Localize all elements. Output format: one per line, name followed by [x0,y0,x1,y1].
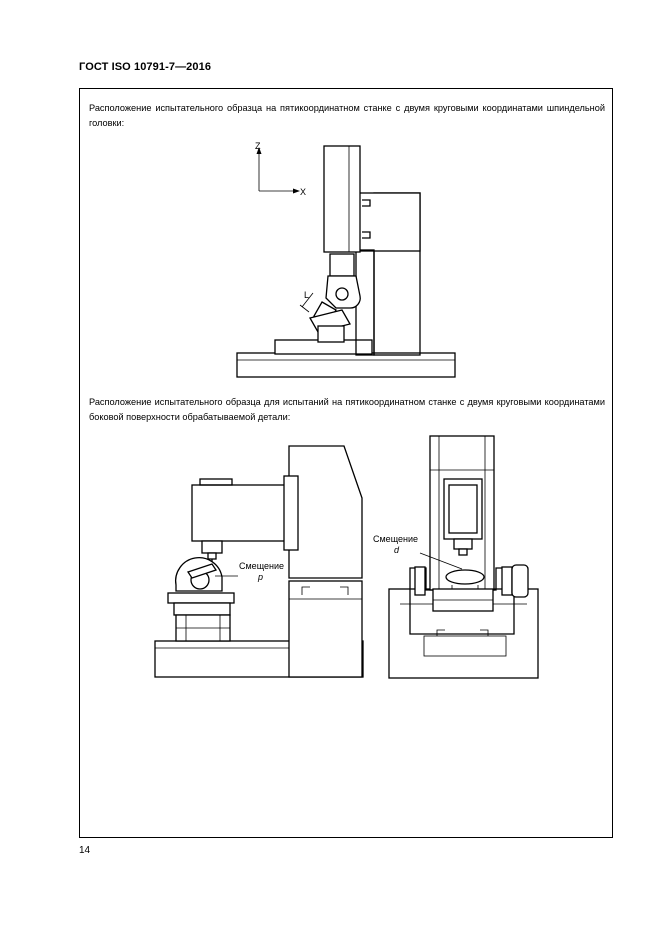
figure-spindle-head-machine [237,141,455,377]
figure-front-view-machine [373,436,538,678]
offset-p-symbol: p [258,572,264,582]
axis-z-label: Z [255,141,261,151]
document-header: ГОСТ ISO 10791-7—2016 [79,61,212,73]
caption-side-surface: Расположение испытательного образца для испытаний на пятикоординатном станке с двумя круговыми координатами боковой поверхности обрабатываемой детали: [89,397,605,422]
axis-x-label: X [300,187,307,197]
offset-p-label: Смещение [239,561,285,571]
dimension-l-label: L [304,290,310,300]
page-number: 14 [79,845,91,856]
offset-d-symbol: d [394,545,400,555]
figure-side-view-machine [155,446,363,677]
caption-spindle-head: Расположение испытательного образца на пятикоординатном станке с двумя круговыми координатами шпиндельной головки: [89,103,605,128]
offset-d-label: Смещение [373,534,419,544]
